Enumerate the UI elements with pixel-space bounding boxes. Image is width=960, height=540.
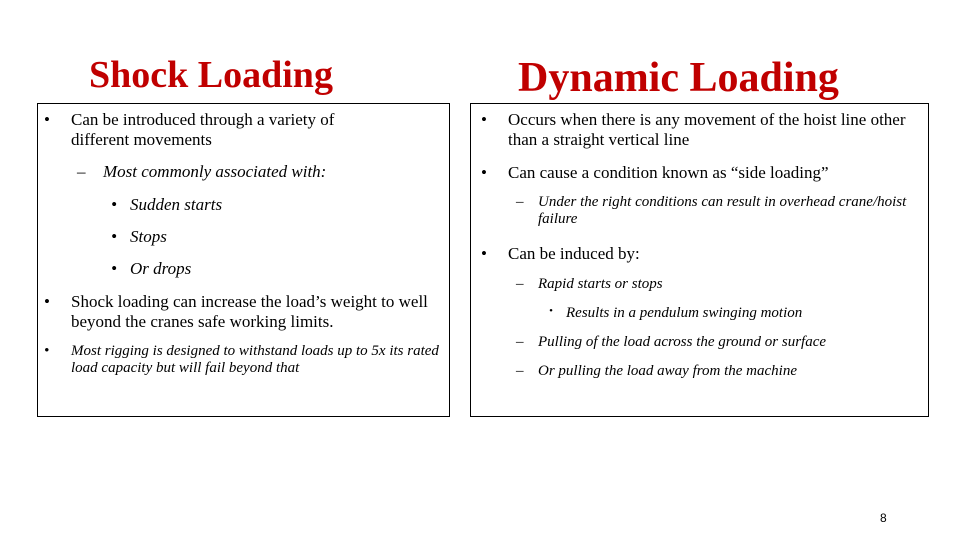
page-number: 8	[880, 511, 887, 525]
bullet-icon: •	[549, 305, 553, 317]
list-item-text: Rapid starts or stops	[538, 276, 663, 292]
bullet-icon: •	[44, 110, 50, 129]
list-item-text: Most commonly associated with:	[103, 162, 327, 181]
dash-icon: –	[77, 162, 86, 181]
dynamic-loading-title: Dynamic Loading	[518, 55, 839, 101]
list-item-text: Stops	[130, 227, 167, 246]
shock-loading-title: Shock Loading	[89, 54, 333, 96]
bullet-icon: •	[44, 343, 50, 359]
list-item-text: Pulling of the load across the ground or surface	[538, 334, 827, 350]
dash-icon: –	[516, 363, 524, 379]
list-item-text: Most rigging is designed to withstand loads up to 5x its rated load capacity but will fail beyond that	[71, 343, 439, 377]
list-item-text: Can be induced by:	[508, 244, 640, 263]
bullet-icon: •	[481, 244, 487, 263]
bullet-icon: •	[44, 292, 50, 311]
list-item-text: Can cause a condition known as “side loading”	[508, 163, 829, 182]
list-item-text: Sudden starts	[130, 195, 223, 214]
list-item-text: Can be introduced through a variety of different movements	[71, 110, 335, 149]
dash-icon: –	[516, 194, 524, 210]
list-item-text: Or pulling the load away from the machine	[538, 363, 797, 379]
bullet-icon: •	[111, 259, 117, 278]
dash-icon: –	[516, 276, 524, 292]
bullet-icon: •	[481, 163, 487, 182]
list-item-text: Shock loading can increase the load’s weight to well beyond the cranes safe working limits.	[71, 292, 428, 331]
list-item-text: Occurs when there is any movement of the hoist line other than a straight vertical line	[508, 110, 906, 149]
bullet-icon: •	[111, 227, 117, 246]
dash-icon: –	[516, 334, 524, 350]
list-item-text: Or drops	[130, 259, 192, 278]
list-item-text: Results in a pendulum swinging motion	[566, 305, 803, 321]
bullet-icon: •	[111, 195, 117, 214]
list-item-text: Under the right conditions can result in overhead crane/hoist failure	[538, 194, 907, 228]
bullet-icon: •	[481, 110, 487, 129]
